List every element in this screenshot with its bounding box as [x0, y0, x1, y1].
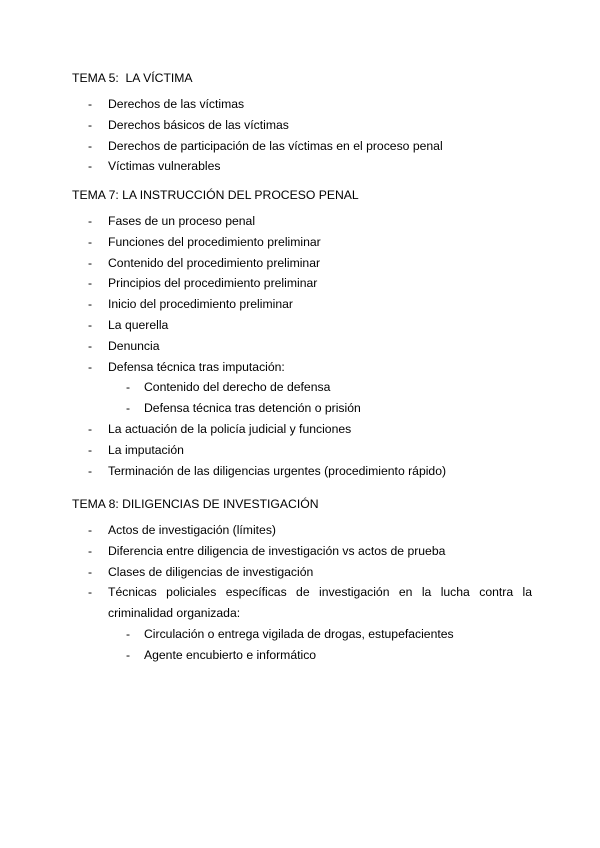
section-title: TEMA 8: DILIGENCIAS DE INVESTIGACIÓN — [72, 497, 319, 511]
list-item: - Derechos de participación de las víctimas en el proceso penal — [72, 136, 532, 157]
list-item: - Derechos de las víctimas — [72, 94, 532, 115]
list-item: - La actuación de la policía judicial y funciones — [72, 419, 532, 440]
bullet-dash: - — [88, 523, 93, 537]
list-item: - Terminación de las diligencias urgentes (procedimiento rápido) — [72, 461, 532, 482]
list-item: - Contenido del procedimiento preliminar — [72, 253, 532, 274]
section-tema-8 — [72, 496, 532, 666]
bullet-dash: - — [88, 214, 93, 228]
bullet-dash: - — [88, 117, 93, 132]
bullet-list — [72, 211, 532, 481]
list-item: - Diferencia entre diligencia de investigación vs actos de prueba — [72, 541, 532, 562]
bullet-list — [72, 94, 532, 177]
list-item: - Principios del procedimiento preliminar — [72, 273, 532, 294]
sub-list-item: - Circulación o entrega vigilada de drogas, estupefacientes — [72, 624, 532, 645]
bullet-dash: - — [88, 543, 93, 558]
bullet-dash: - — [88, 97, 93, 111]
bullet-dash: - — [88, 234, 93, 249]
bullet-dash: - — [88, 564, 93, 579]
section-tema-5 — [72, 70, 532, 177]
section-title: TEMA 5: LA VÍCTIMA — [72, 71, 193, 85]
list-item: - Defensa técnica tras imputación: — [72, 357, 532, 378]
section-title: TEMA 7: LA INSTRUCCIÓN DEL PROCESO PENAL — [72, 188, 359, 202]
sub-list-item: - Defensa técnica tras detención o prisión — [72, 398, 532, 419]
list-item: - La querella — [72, 315, 532, 336]
section-tema-7 — [72, 187, 532, 481]
list-item: - Denuncia — [72, 336, 532, 357]
bullet-dash: - — [88, 421, 93, 436]
sub-list-item: - Contenido del derecho de defensa — [72, 377, 532, 398]
list-item: - Técnicas policiales específicas de investigación en la lucha contra la criminalidad organizada: — [72, 582, 532, 624]
bullet-dash: - — [88, 359, 93, 374]
bullet-dash: - — [88, 585, 93, 600]
list-item: - Víctimas vulnerables — [72, 156, 532, 177]
list-item: - Inicio del procedimiento preliminar — [72, 294, 532, 315]
bullet-dash: - — [88, 159, 93, 174]
list-item: - Funciones del procedimiento preliminar — [72, 232, 532, 253]
bullet-list — [72, 520, 532, 666]
list-item: - La imputación — [72, 440, 532, 461]
bullet-dash: - — [88, 297, 93, 312]
list-item: - Derechos básicos de las víctimas — [72, 115, 532, 136]
bullet-dash: - — [88, 138, 93, 153]
bullet-dash: - — [126, 626, 131, 641]
bullet-dash: - — [126, 647, 131, 662]
list-item: - Fases de un proceso penal — [72, 211, 532, 232]
bullet-dash: - — [88, 463, 93, 478]
bullet-dash: - — [88, 255, 93, 270]
bullet-dash: - — [126, 401, 131, 416]
list-item: - Actos de investigación (límites) — [72, 520, 532, 541]
bullet-dash: - — [88, 317, 93, 332]
bullet-dash: - — [88, 338, 93, 353]
list-item: - Clases de diligencias de investigación — [72, 562, 532, 583]
bullet-dash: - — [88, 276, 93, 291]
bullet-dash: - — [126, 380, 131, 395]
sub-list-item: - Agente encubierto e informático — [72, 645, 532, 666]
bullet-dash: - — [88, 442, 93, 457]
